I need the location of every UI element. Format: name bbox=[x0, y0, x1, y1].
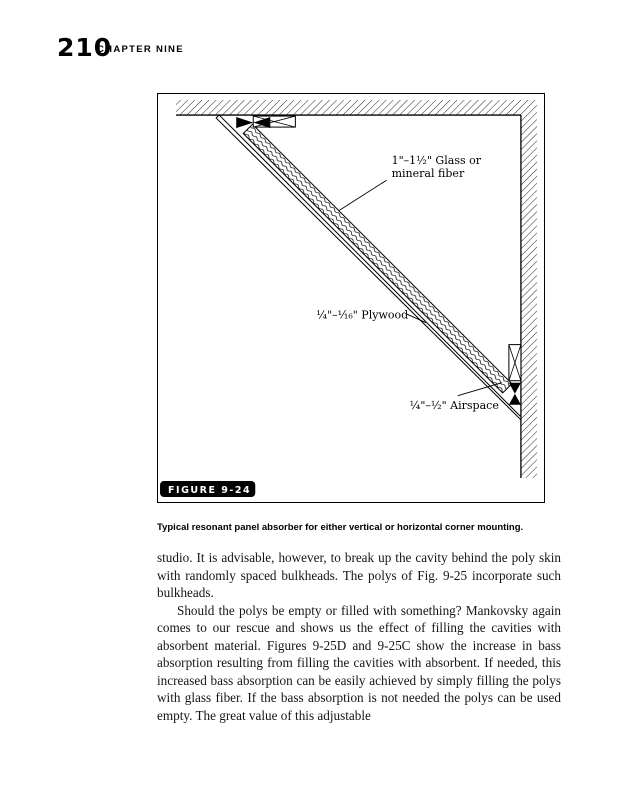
airspace-label: ¼"–½" Airspace bbox=[409, 398, 499, 412]
chapter-title: CHAPTER NINE bbox=[97, 44, 184, 55]
plywood-label: ¼"–¹⁄₁₆" Plywood bbox=[316, 308, 409, 322]
body-text bbox=[157, 549, 561, 724]
fiber-label-line1: 1"–1½" Glass or bbox=[391, 154, 482, 168]
paragraph-1: studio. It is advisable, however, to break up the cavity behind the poly skin with randomly spaced bulkheads. The polys of Fig. 9-25 incorporate such bulkheads. bbox=[157, 550, 561, 600]
page-number: 210 bbox=[57, 33, 113, 62]
figure-badge-label: FIGURE 9-24 bbox=[168, 484, 252, 496]
figure-9-24 bbox=[157, 93, 545, 503]
fiber-label-line2: mineral fiber bbox=[391, 167, 465, 181]
corner-absorber-diagram bbox=[158, 94, 544, 502]
figure-badge bbox=[160, 481, 255, 497]
ceiling-section bbox=[176, 100, 537, 115]
paragraph-2: Should the polys be empty or filled with something? Mankovsky again comes to our rescue and shows us the effect of filling the cavities with absorbent material. Figures 9-25D and 9-25C show the increase in bass absorption resulting from filling the cavities with absorbent. If needed, this increased bass absorption can be easily achieved by simply filling the polys with glass fiber. If the bass absorption is not needed the polys can be used empty. The great value of this adjustable bbox=[157, 602, 561, 723]
fiber-leader-line bbox=[339, 180, 386, 210]
figure-caption: Typical resonant panel absorber for either vertical or horizontal corner mounting. bbox=[157, 521, 524, 533]
ceiling-batten bbox=[236, 116, 295, 128]
wall-section bbox=[521, 115, 537, 478]
wall-batten bbox=[509, 345, 521, 405]
